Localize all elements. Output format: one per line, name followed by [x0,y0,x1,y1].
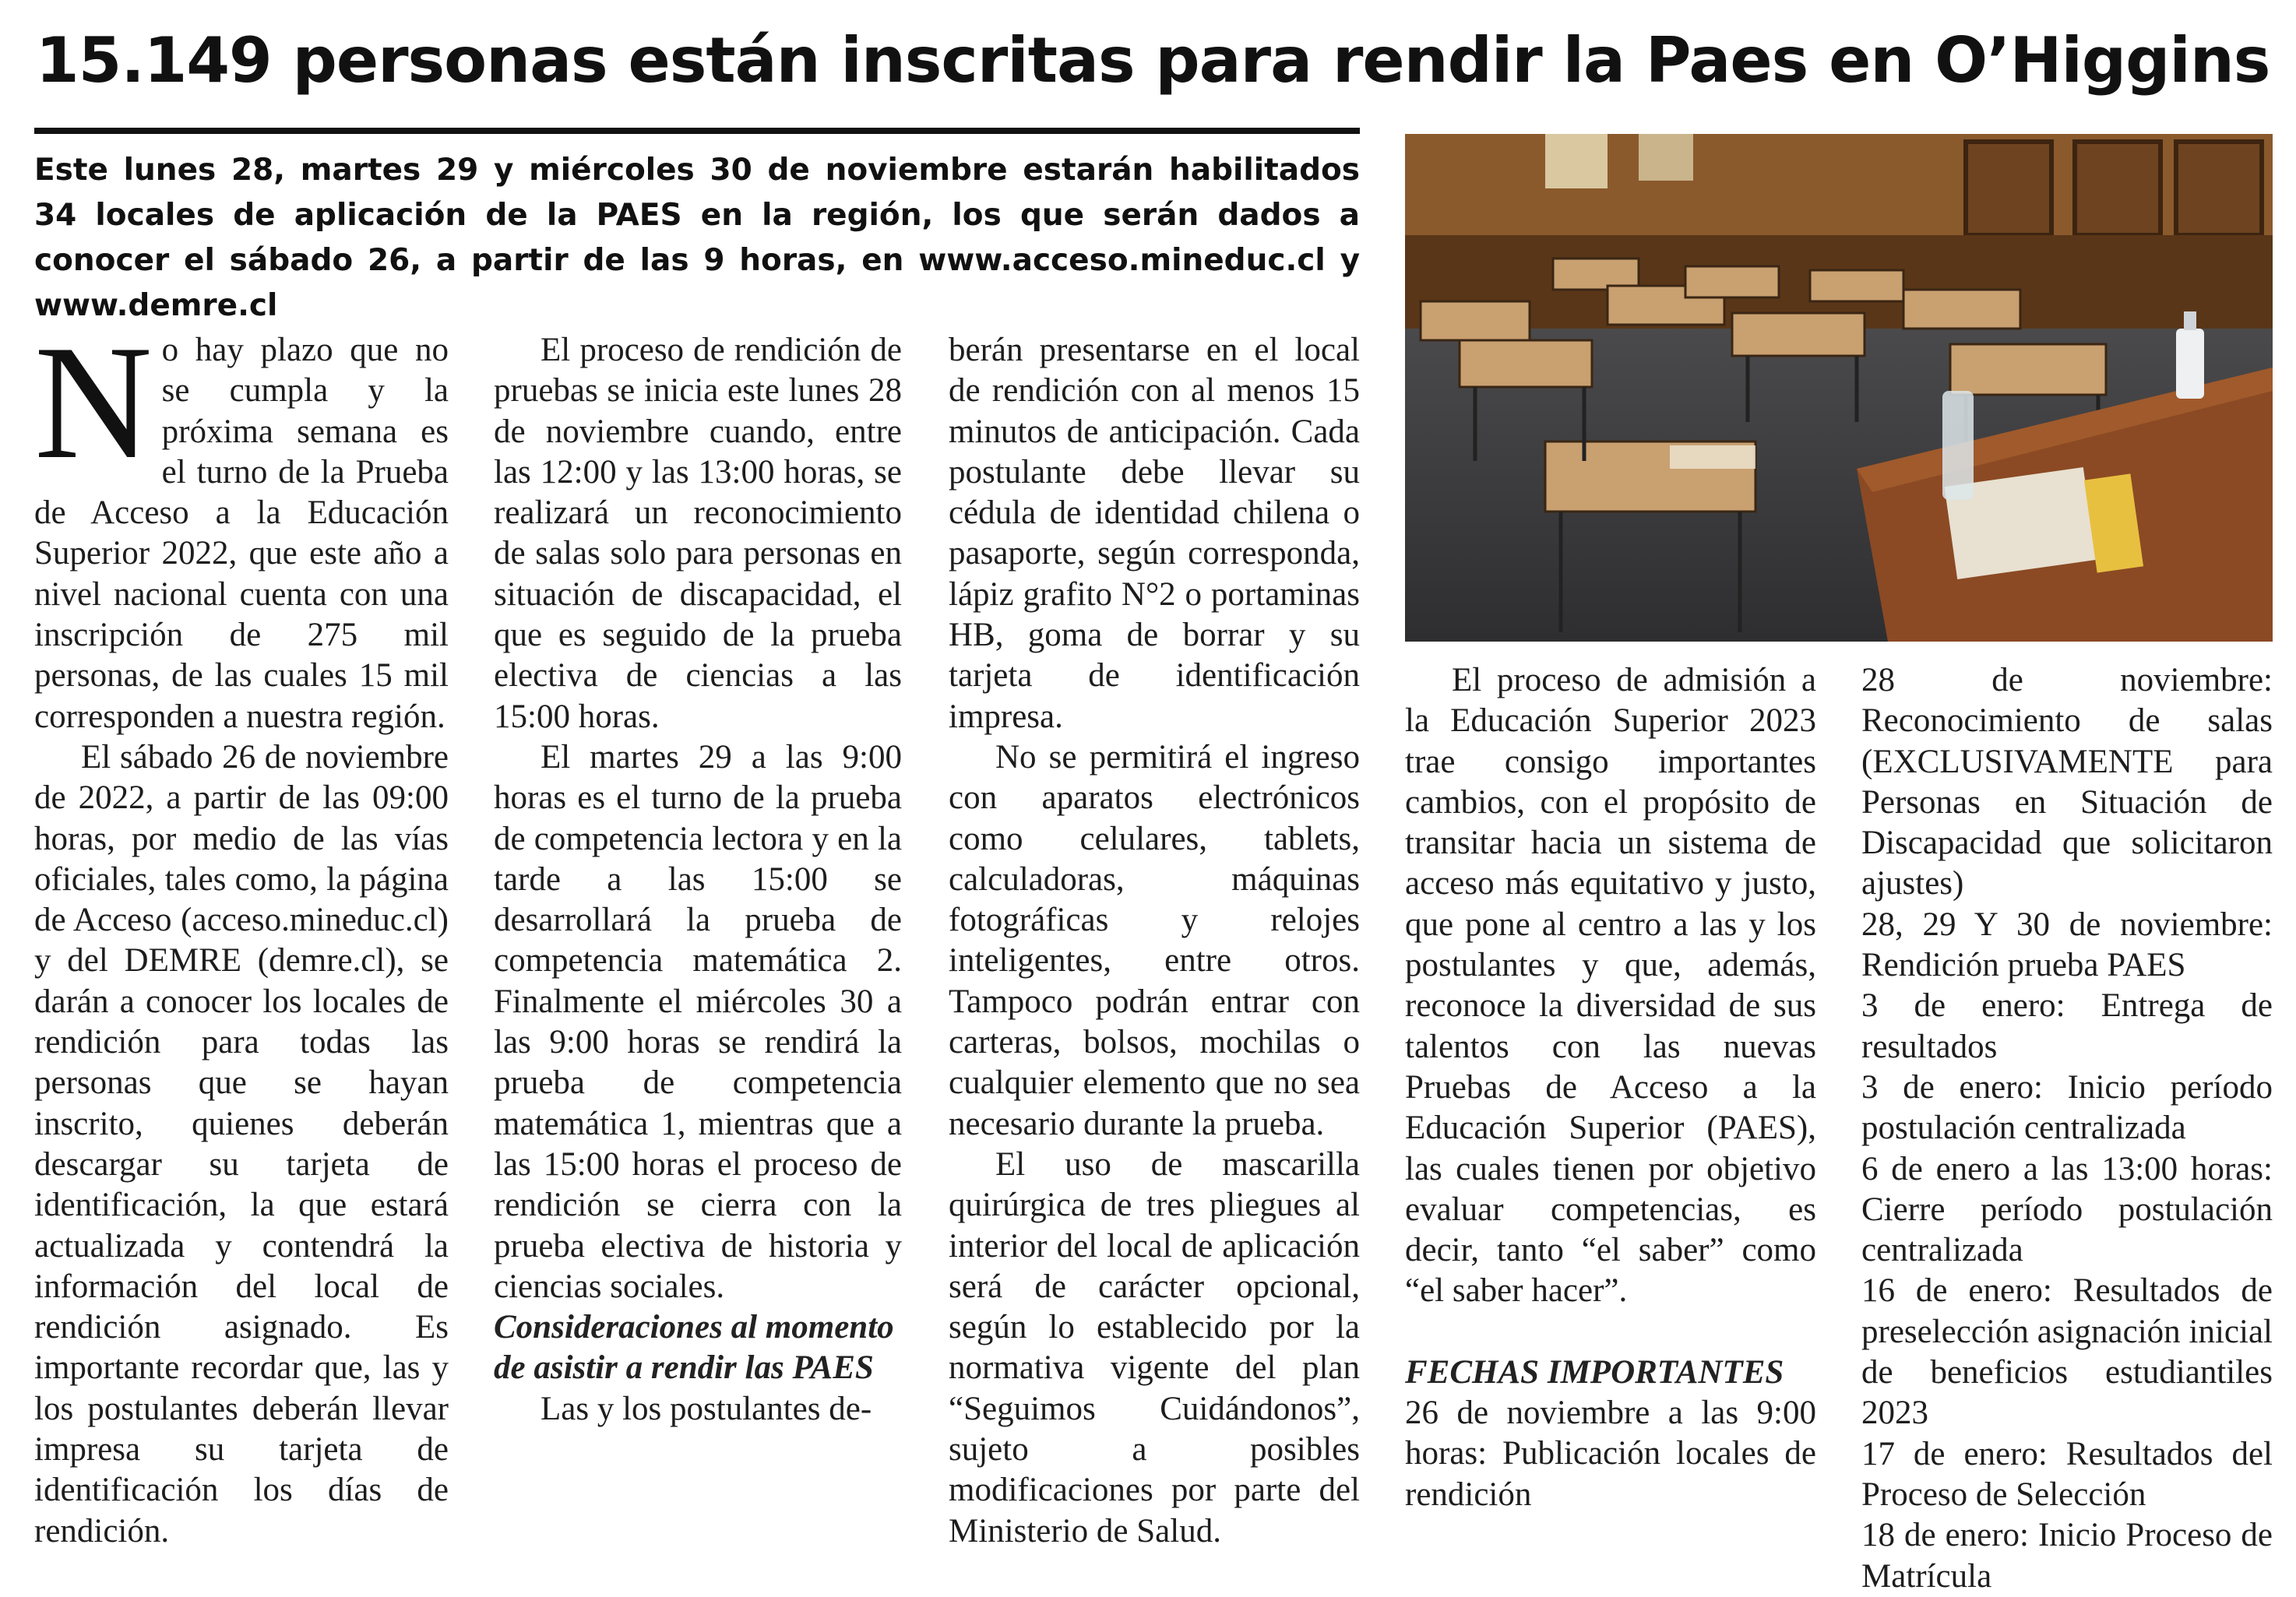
date-item: 28 de noviembre: Reconocimiento de salas (EXCLUSIVAMENTE para Personas en Situación de Discapacidad que solicitaron ajustes) [1861,662,2273,902]
date-item: 3 de enero: Entrega de resultados [1861,987,2273,1065]
paragraph: No se permitirá el ingreso con aparatos electrónicos como celulares, tablets, calculadoras, máquinas fotográficas y relojes inteligentes, entre otros. Tampoco podrán entrar con carteras, bolsos, mochilas o cualquier elemento que no sea necesario durante la prueba. [949,738,1360,1142]
date-item: 18 de enero: Inicio Proceso de Matrícula [1861,1517,2273,1595]
paragraph: El proceso de rendición de pruebas se inicia este lunes 28 de noviembre cuando, entre las 12:00 y las 13:00 horas, se realizará un reconocimiento de salas solo para personas en situación de discapacidad, el que es seguido de la prueba electiva de ciencias a las 15:00 horas. [494,332,902,735]
paragraph: berán presentarse en el local de rendición con al menos 15 minutos de anticipación. Cada postulante debe llevar su cédula de identidad chilena o pasaporte, según corresponda, lápiz grafito N°2 o portaminas HB, goma de borrar y su tarjeta de identificación impresa. [949,332,1360,735]
paragraph: o hay plazo que no se cumpla y la próxima semana es el turno de la Prueba de Acceso a la Educación Superior 2022, que este año a nivel nacional cuenta con una inscripción de 275 mil personas, de las cuales 15 mil corresponden a nuestra región. [34,332,449,735]
date-item: 16 de enero: Resultados de preselección asignación inicial de beneficios estudiantiles 2023 [1861,1272,2273,1432]
article-column-2 [494,330,902,1430]
headline-rule [34,128,1360,134]
paragraph: El proceso de admisión a la Educación Superior 2023 trae consigo importantes cambios, con el propósito de transitar hacia un sistema de acceso más equitativo y justo, que pone al centro a las y los postulantes y que, además, reconoce la diversidad de sus talentos con las nuevas Pruebas de Acceso a la Educación Superior (PAES), las cuales tienen por objetivo evaluar competencias, es decir, tanto “el saber” como “el saber hacer”. [1405,662,1816,1310]
article-column-3 [949,330,1360,1552]
classroom-photo [1405,134,2273,642]
article-column-4 [1405,660,1816,1515]
dates-subhead: FECHAS IMPORTANTES [1405,1353,1784,1391]
drop-cap: N [34,312,153,493]
article-column-1 [34,312,449,1552]
classroom-photo-icon [1405,134,2273,642]
paragraph: Las y los postulantes de- [541,1390,872,1427]
date-item: 26 de noviembre a las 9:00 horas: Publicación locales de rendición [1405,1395,1816,1513]
paragraph: El uso de mascarilla quirúrgica de tres pliegues al interior del local de aplicación será de carácter opcional, según lo establecido por la normativa vigente del plan “Seguimos Cuidándonos”, sujeto a posibles modificaciones por parte del Ministerio de Salud. [949,1145,1360,1550]
deck-summary: Este lunes 28, martes 29 y miércoles 30 de noviembre estarán habilitados 34 locales de aplicación de la PAES en la región, los que serán dados a conocer el sábado 26, a partir de las 9 horas, en www.acceso.mineduc.cl y www.demre.cl [34,153,1360,323]
paragraph: El sábado 26 de noviembre de 2022, a partir de las 09:00 horas, por medio de las vías oficiales, tales como, la página de Acceso (acceso.mineduc.cl) y del DEMRE (demre.cl), se darán a conocer los locales de rendición para todas las personas que se hayan inscrito, quienes deberán descargar su tarjeta de identificación, la que estará actualizada y contendrá la información del local de rendición asignado. Es importante recordar que, las y los postulantes deberán llevar impresa su tarjeta de identificación los días de rendición. [34,738,449,1550]
headline: 15.149 personas están inscritas para rendir la Paes en O’Higgins [36,24,2270,97]
date-item: 6 de enero a las 13:00 horas: Cierre período postulación centralizada [1861,1150,2273,1269]
date-item: 3 de enero: Inicio período postulación centralizada [1861,1068,2273,1147]
paragraph: El martes 29 a las 9:00 horas es el turno de la prueba de competencia lectora y en la tarde a las 15:00 se desarrollará la prueba de competencia matemática 2. Finalmente el miércoles 30 a las 9:00 horas se rendirá la prueba de competencia matemática 1, mientras que a las 15:00 horas el proceso de rendición se cierra con la prueba electiva de historia y ciencias sociales. [494,738,902,1305]
date-item: 28, 29 Y 30 de noviembre: Rendición prueba PAES [1861,906,2273,984]
article-column-5 [1861,660,2273,1597]
section-subhead: Consideraciones al momento de asistir a rendir las PAES [494,1309,894,1387]
date-item: 17 de enero: Resultados del Proceso de Selección [1861,1435,2273,1513]
